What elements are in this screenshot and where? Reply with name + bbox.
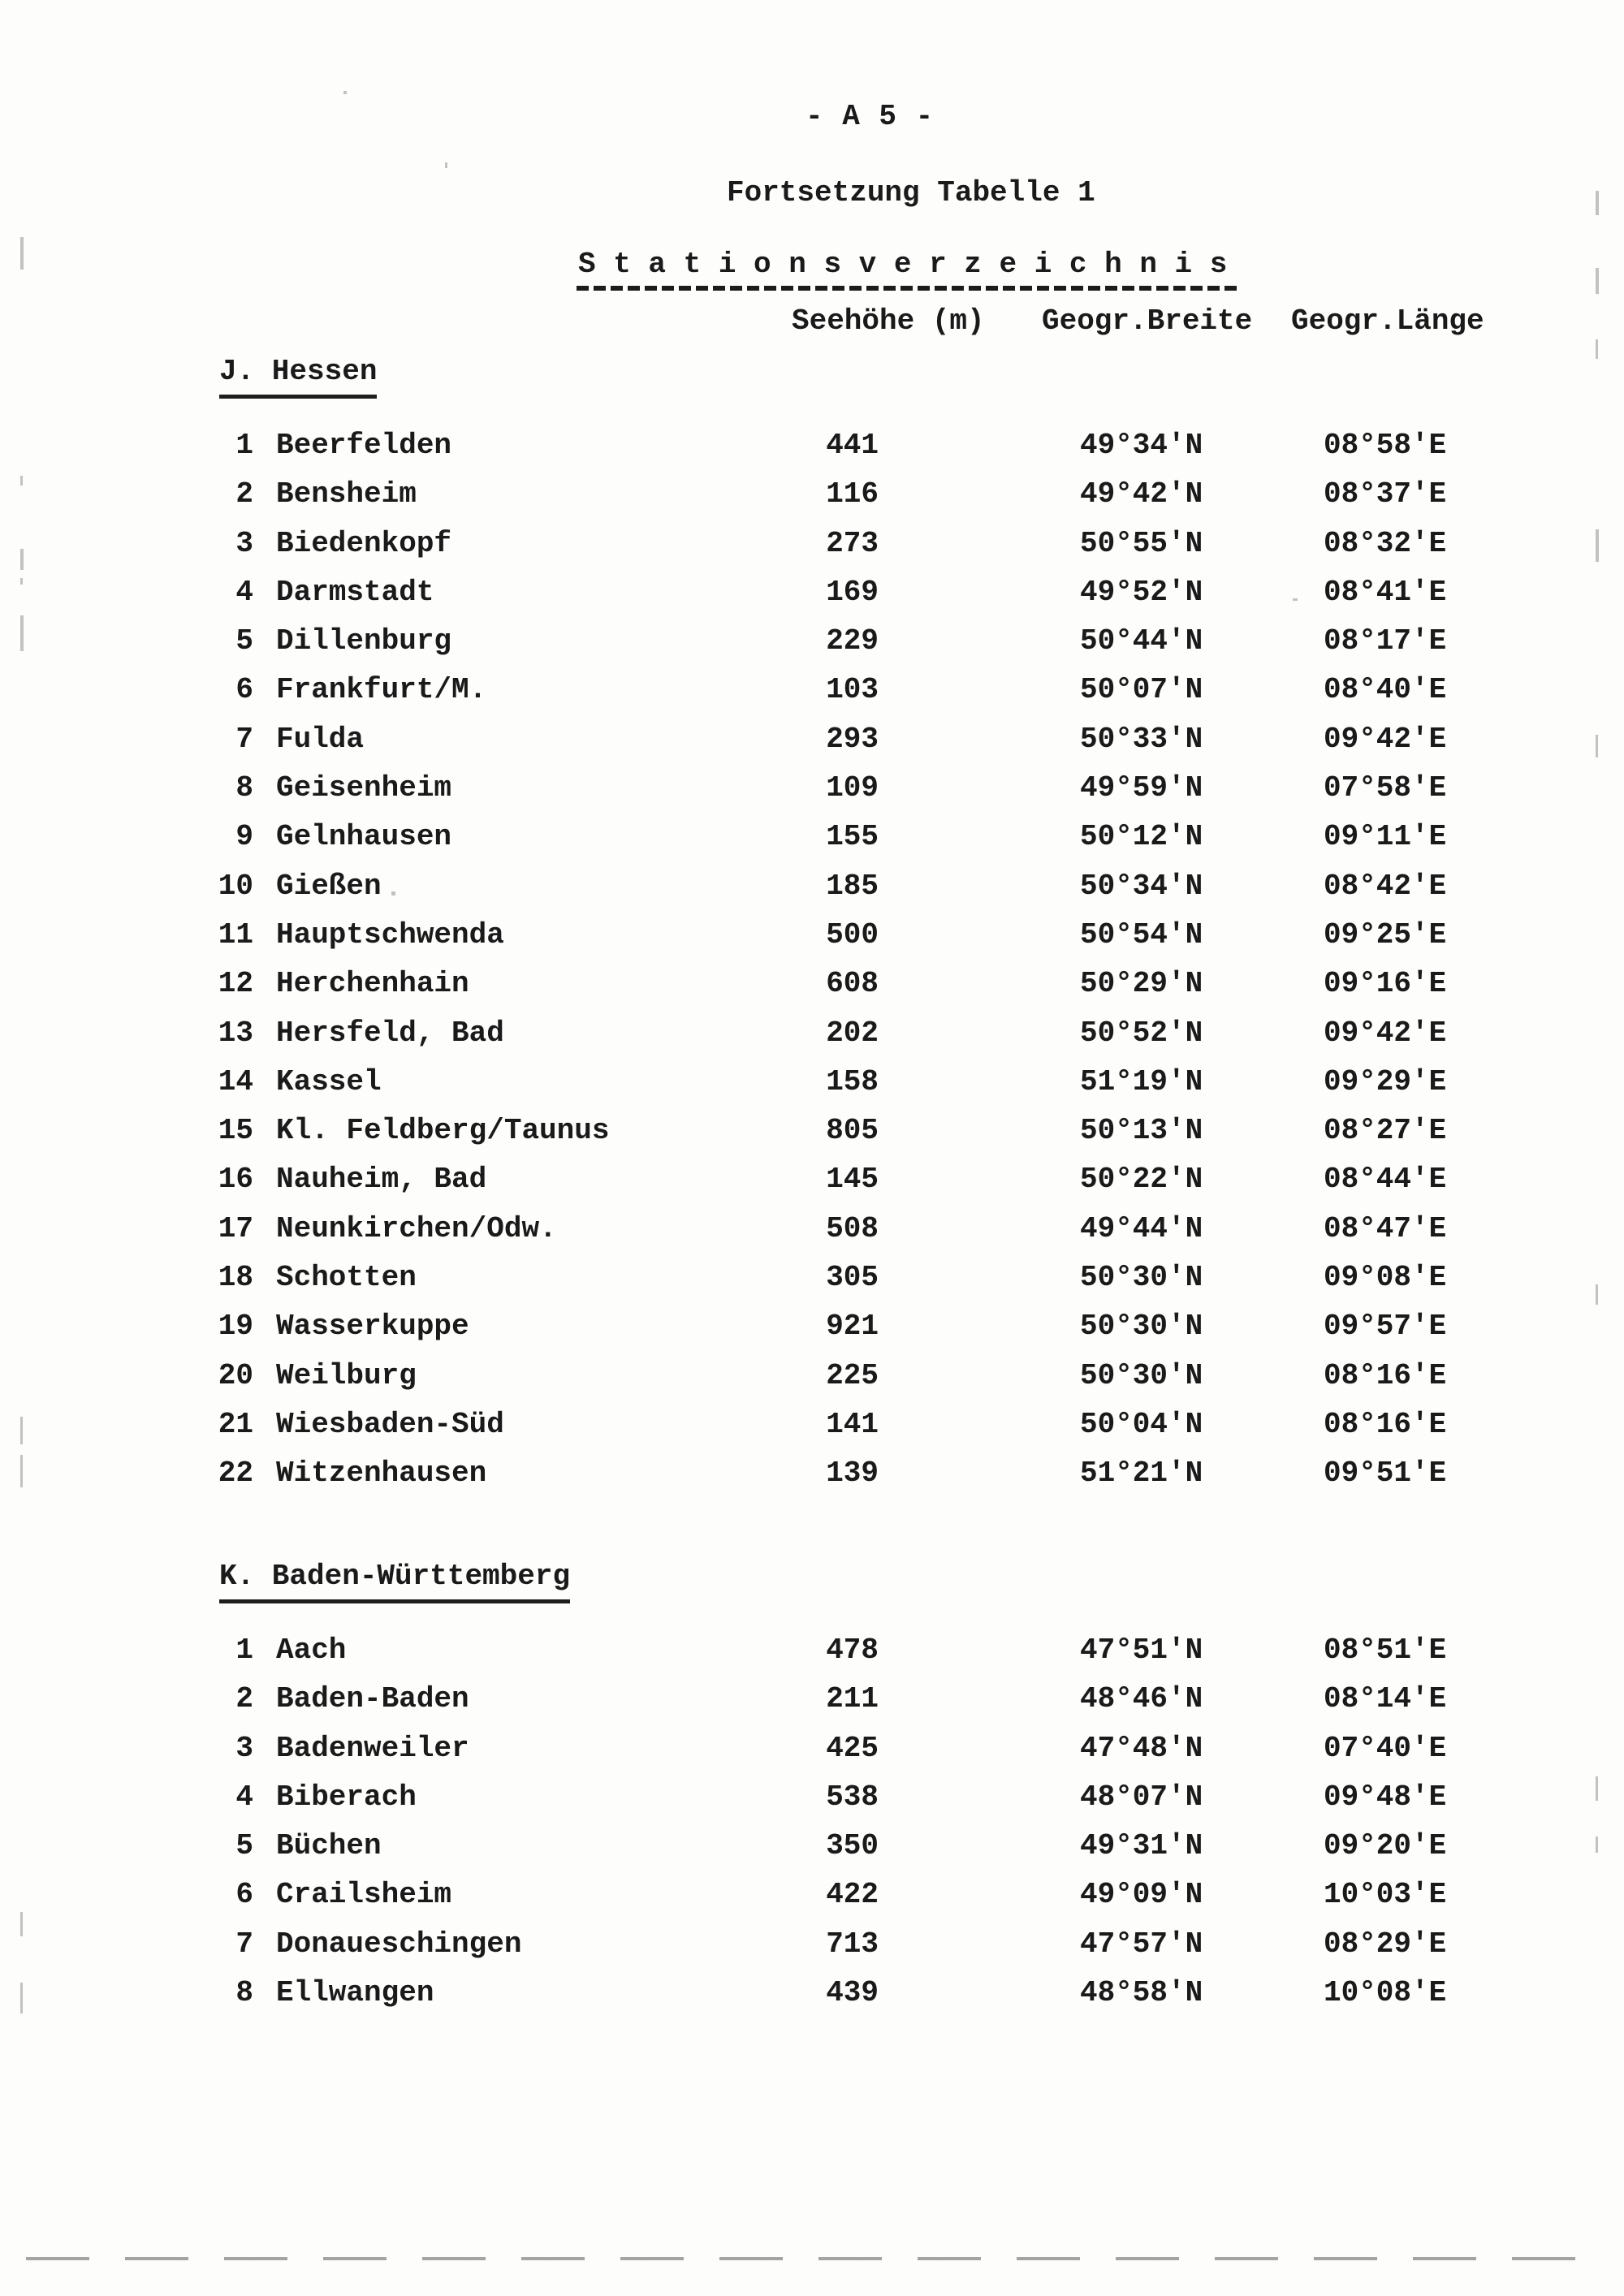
station-latitude: 50°12'N	[1080, 820, 1203, 854]
station-number: 22	[218, 1457, 253, 1491]
station-number: 7	[235, 722, 253, 756]
station-latitude: 49°09'N	[1080, 1878, 1203, 1912]
column-header-geogr-laenge: Geogr.Länge	[1291, 304, 1484, 338]
section-header-hessen: J. Hessen	[219, 354, 377, 399]
station-longitude: 07°58'E	[1324, 771, 1447, 805]
station-name: Nauheim, Bad	[276, 1163, 487, 1197]
station-longitude: 09°48'E	[1324, 1780, 1447, 1814]
scan-artifact	[20, 549, 24, 570]
scan-artifact	[1596, 1836, 1598, 1853]
station-row	[0, 1107, 1624, 1155]
station-longitude: 08°40'E	[1324, 673, 1447, 707]
scan-artifact	[1596, 529, 1599, 562]
scan-artifact	[1596, 339, 1598, 359]
station-latitude: 50°29'N	[1080, 967, 1203, 1001]
station-longitude: 08°37'E	[1324, 477, 1447, 511]
station-latitude: 50°30'N	[1080, 1261, 1203, 1295]
station-name: Weilburg	[276, 1358, 417, 1392]
station-number: 20	[218, 1358, 253, 1392]
scan-speck	[343, 91, 347, 94]
station-number: 7	[235, 1927, 253, 1961]
station-longitude: 08°58'E	[1324, 429, 1447, 462]
station-number: 1	[235, 429, 253, 462]
scan-speck	[445, 162, 447, 168]
station-row	[0, 862, 1624, 911]
scan-artifact	[1596, 1284, 1598, 1305]
station-row	[0, 1969, 1624, 2018]
station-longitude: 08°16'E	[1324, 1358, 1447, 1392]
station-height: 508	[826, 1211, 879, 1245]
station-name: Aach	[276, 1634, 347, 1667]
column-header-seehoehe: Seehöhe (m)	[792, 304, 985, 338]
scan-artifact	[20, 1417, 23, 1444]
station-height: 145	[826, 1163, 879, 1197]
station-longitude: 09°42'E	[1324, 722, 1447, 756]
station-row	[0, 813, 1624, 861]
station-longitude: 09°20'E	[1324, 1829, 1447, 1863]
station-height: 169	[826, 575, 879, 609]
station-height: 478	[826, 1634, 879, 1667]
station-longitude: 08°42'E	[1324, 869, 1447, 903]
station-longitude: 09°25'E	[1324, 917, 1447, 952]
station-height: 538	[826, 1780, 879, 1814]
scan-artifact	[20, 237, 24, 270]
station-latitude: 47°48'N	[1080, 1731, 1203, 1765]
station-latitude: 48°46'N	[1080, 1682, 1203, 1716]
station-name: Geisenheim	[276, 771, 452, 805]
station-longitude: 08°41'E	[1324, 575, 1447, 609]
station-name: Wasserkuppe	[276, 1310, 469, 1344]
station-latitude: 50°30'N	[1080, 1358, 1203, 1392]
station-name: Frankfurt/M.	[276, 673, 487, 707]
station-row	[0, 1155, 1624, 1204]
station-height: 139	[826, 1457, 879, 1491]
station-longitude: 09°29'E	[1324, 1064, 1447, 1098]
station-latitude: 49°59'N	[1080, 771, 1203, 805]
station-height: 185	[826, 869, 879, 903]
station-height: 293	[826, 722, 879, 756]
station-number: 5	[235, 624, 253, 658]
scan-artifact	[1596, 735, 1598, 757]
station-height: 225	[826, 1358, 879, 1392]
station-row	[0, 1205, 1624, 1254]
station-longitude: 09°42'E	[1324, 1016, 1447, 1050]
station-row	[0, 1254, 1624, 1302]
station-number: 6	[235, 1878, 253, 1912]
scan-artifact	[20, 578, 23, 585]
station-name: Kl. Feldberg/Taunus	[276, 1114, 610, 1148]
station-row	[0, 764, 1624, 813]
station-name: Badenweiler	[276, 1731, 469, 1765]
station-number: 18	[218, 1261, 253, 1295]
station-row	[0, 1822, 1624, 1871]
station-directory-title: S t a t i o n s v e r z e i c h n i s	[578, 248, 1228, 281]
station-height: 805	[826, 1114, 879, 1148]
station-height: 273	[826, 526, 879, 560]
station-row	[0, 1009, 1624, 1058]
station-name: Schotten	[276, 1261, 417, 1295]
station-name: Gießen	[276, 869, 382, 903]
station-height: 141	[826, 1407, 879, 1441]
station-row	[0, 715, 1624, 764]
station-row	[0, 1400, 1624, 1449]
station-name: Biberach	[276, 1780, 417, 1814]
station-height: 158	[826, 1064, 879, 1098]
station-name: Witzenhausen	[276, 1457, 487, 1491]
scan-artifact	[1596, 191, 1599, 215]
station-number: 3	[235, 1731, 253, 1765]
station-name: Ellwangen	[276, 1976, 434, 2010]
station-name: Gelnhausen	[276, 820, 452, 854]
station-number: 4	[235, 575, 253, 609]
station-name: Crailsheim	[276, 1878, 452, 1912]
station-longitude: 08°16'E	[1324, 1407, 1447, 1441]
station-latitude: 51°21'N	[1080, 1457, 1203, 1491]
scan-speck	[391, 891, 395, 896]
scan-artifact	[20, 476, 23, 486]
station-name: Herchenhain	[276, 967, 469, 1001]
station-longitude: 08°14'E	[1324, 1682, 1447, 1716]
station-row	[0, 1871, 1624, 1919]
station-latitude: 50°04'N	[1080, 1407, 1203, 1441]
station-number: 14	[218, 1064, 253, 1098]
station-row	[0, 666, 1624, 714]
station-longitude: 08°51'E	[1324, 1634, 1447, 1667]
station-row	[0, 421, 1624, 470]
station-latitude: 49°34'N	[1080, 429, 1203, 462]
station-latitude: 48°58'N	[1080, 1976, 1203, 2010]
station-row	[0, 568, 1624, 617]
station-row	[0, 1626, 1624, 1675]
station-latitude: 49°52'N	[1080, 575, 1203, 609]
station-name: Neunkirchen/Odw.	[276, 1211, 557, 1245]
station-name: Hersfeld, Bad	[276, 1016, 504, 1050]
station-longitude: 10°08'E	[1324, 1976, 1447, 2010]
station-longitude: 08°17'E	[1324, 624, 1447, 658]
station-number: 15	[218, 1114, 253, 1148]
station-longitude: 09°51'E	[1324, 1457, 1447, 1491]
scan-artifact	[1596, 268, 1599, 294]
scan-artifact	[1596, 1776, 1598, 1801]
title-dashed-underline	[577, 286, 1241, 291]
station-name: Baden-Baden	[276, 1682, 469, 1716]
station-number: 2	[235, 477, 253, 511]
station-height: 109	[826, 771, 879, 805]
station-row	[0, 1724, 1624, 1773]
station-latitude: 51°19'N	[1080, 1064, 1203, 1098]
scan-artifact	[20, 1912, 23, 1936]
station-longitude: 07°40'E	[1324, 1731, 1447, 1765]
station-longitude: 08°27'E	[1324, 1114, 1447, 1148]
station-number: 17	[218, 1211, 253, 1245]
station-latitude: 50°44'N	[1080, 624, 1203, 658]
station-name: Biedenkopf	[276, 526, 452, 560]
station-longitude: 09°11'E	[1324, 820, 1447, 854]
page-bottom-edge	[26, 2257, 1596, 2260]
station-latitude: 49°44'N	[1080, 1211, 1203, 1245]
station-height: 229	[826, 624, 879, 658]
station-row	[0, 470, 1624, 519]
column-header-geogr-breite: Geogr.Breite	[1042, 304, 1253, 338]
station-name: Beerfelden	[276, 429, 452, 462]
station-latitude: 49°42'N	[1080, 477, 1203, 511]
station-height: 608	[826, 967, 879, 1001]
scan-artifact	[20, 1455, 23, 1487]
station-latitude: 47°51'N	[1080, 1634, 1203, 1667]
station-row	[0, 960, 1624, 1008]
station-name: Wiesbaden-Süd	[276, 1407, 504, 1441]
station-row	[0, 1449, 1624, 1498]
station-number: 1	[235, 1634, 253, 1667]
station-longitude: 08°29'E	[1324, 1927, 1447, 1961]
scan-artifact	[20, 615, 24, 651]
scan-artifact	[20, 1983, 23, 2013]
station-row	[0, 911, 1624, 960]
station-height: 116	[826, 477, 879, 511]
station-longitude: 09°57'E	[1324, 1310, 1447, 1344]
station-row	[0, 1058, 1624, 1107]
station-row	[0, 520, 1624, 568]
station-number: 5	[235, 1829, 253, 1863]
station-latitude: 50°33'N	[1080, 722, 1203, 756]
station-row	[0, 1302, 1624, 1351]
scan-speck	[1293, 598, 1298, 601]
station-number: 19	[218, 1310, 253, 1344]
station-height: 441	[826, 429, 879, 462]
station-name: Dillenburg	[276, 624, 452, 658]
station-latitude: 50°54'N	[1080, 917, 1203, 952]
station-latitude: 50°55'N	[1080, 526, 1203, 560]
station-name: Donaueschingen	[276, 1927, 522, 1961]
station-longitude: 08°47'E	[1324, 1211, 1447, 1245]
station-latitude: 50°13'N	[1080, 1114, 1203, 1148]
station-name: Hauptschwenda	[276, 917, 504, 952]
station-number: 2	[235, 1682, 253, 1716]
table-continuation-title: Fortsetzung Tabelle 1	[727, 176, 1095, 209]
station-height: 425	[826, 1731, 879, 1765]
station-row	[0, 1352, 1624, 1400]
station-row	[0, 1675, 1624, 1724]
station-rows-hessen	[0, 421, 1624, 1499]
station-latitude: 50°34'N	[1080, 869, 1203, 903]
station-height: 350	[826, 1829, 879, 1863]
station-number: 8	[235, 1976, 253, 2010]
station-height: 921	[826, 1310, 879, 1344]
station-longitude: 10°03'E	[1324, 1878, 1447, 1912]
station-row	[0, 1920, 1624, 1969]
station-number: 13	[218, 1016, 253, 1050]
station-height: 500	[826, 917, 879, 952]
station-name: Bensheim	[276, 477, 417, 511]
station-latitude: 47°57'N	[1080, 1927, 1203, 1961]
station-rows-baden-wuerttemberg	[0, 1626, 1624, 2018]
station-number: 16	[218, 1163, 253, 1197]
station-longitude: 09°08'E	[1324, 1261, 1447, 1295]
station-number: 10	[218, 869, 253, 903]
station-height: 422	[826, 1878, 879, 1912]
section-header-baden-wuerttemberg: K. Baden-Württemberg	[219, 1559, 570, 1603]
station-height: 439	[826, 1976, 879, 2010]
station-number: 3	[235, 526, 253, 560]
station-latitude: 50°07'N	[1080, 673, 1203, 707]
station-latitude: 48°07'N	[1080, 1780, 1203, 1814]
station-number: 6	[235, 673, 253, 707]
station-height: 211	[826, 1682, 879, 1716]
station-name: Darmstadt	[276, 575, 434, 609]
station-height: 202	[826, 1016, 879, 1050]
page-number: - A 5 -	[806, 100, 935, 133]
station-number: 9	[235, 820, 253, 854]
station-longitude: 08°44'E	[1324, 1163, 1447, 1197]
station-number: 21	[218, 1407, 253, 1441]
station-latitude: 50°22'N	[1080, 1163, 1203, 1197]
station-latitude: 50°52'N	[1080, 1016, 1203, 1050]
station-latitude: 49°31'N	[1080, 1829, 1203, 1863]
station-number: 11	[218, 917, 253, 952]
station-number: 8	[235, 771, 253, 805]
station-row	[0, 617, 1624, 666]
station-number: 12	[218, 967, 253, 1001]
station-number: 4	[235, 1780, 253, 1814]
station-longitude: 09°16'E	[1324, 967, 1447, 1001]
station-row	[0, 1773, 1624, 1822]
station-longitude: 08°32'E	[1324, 526, 1447, 560]
station-name: Fulda	[276, 722, 365, 756]
station-height: 713	[826, 1927, 879, 1961]
station-name: Kassel	[276, 1064, 382, 1098]
station-latitude: 50°30'N	[1080, 1310, 1203, 1344]
station-height: 155	[826, 820, 879, 854]
station-height: 103	[826, 673, 879, 707]
station-height: 305	[826, 1261, 879, 1295]
station-name: Büchen	[276, 1829, 382, 1863]
